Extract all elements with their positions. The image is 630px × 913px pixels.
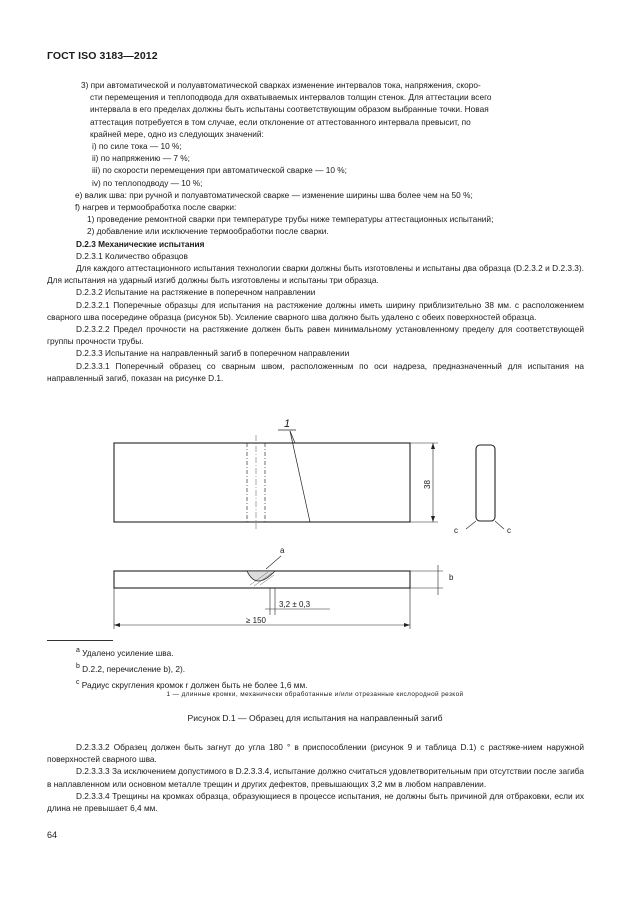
item-3-line: крайней мере, одно из следующих значений: [90, 128, 264, 139]
footnote-text: D.2.2, перечисление b), 2). [82, 663, 186, 674]
item-f: f) нагрев и термообработка после сварки: [75, 202, 237, 213]
label-c: c [454, 526, 458, 535]
sub-item-iv: iv) по теплоподводу — 10 %; [92, 177, 203, 188]
leader-c [495, 521, 504, 529]
footnote-mark: b [76, 662, 80, 670]
footnote-text: Радиус скругления кромок r должен быть не более 1,6 мм. [81, 679, 308, 690]
label-a: a [280, 546, 285, 555]
figure-d1 [100, 405, 540, 635]
paragraph-d2332: D.2.3.3.2 Образец должен быть загнут до угла 180 ° в приспособлении (рисунок 9 и таблица D.1) с растяже-нием наружной поверхностей сварного шва. [47, 742, 584, 765]
label-b: b [449, 573, 454, 582]
label-150: ≥ 150 [246, 616, 266, 625]
paragraph-d2321: D.2.3.2.1 Поперечные образцы для испытания на растяжение должны иметь ширину приблизительно 38 мм. с расположением сварного шва посередине образца (рисунок 5b). Усиление сварного шва должно быть удалено с обеих поверхностей образца. [47, 299, 584, 322]
paragraph-d2322: D.2.3.2.2 Предел прочности на растяжение должен быть равен минимальному установленному пределу для соответствующей группы прочности трубы. [47, 324, 584, 347]
item-3-line: 3) при автоматической и полуавтоматической сварках изменение интервалов тока, напряжения, скоро- [81, 80, 481, 90]
label-c: c [507, 526, 511, 535]
item-f-2: 2) добавление или исключение термообработки после сварки. [87, 226, 329, 237]
label-1: 1 [284, 418, 291, 430]
footnote-mark: a [76, 647, 80, 654]
document-header: ГОСТ ISO 3183—2012 [47, 50, 158, 62]
weld-bead [247, 571, 275, 581]
footnote-mark: c [76, 678, 80, 686]
body-section-2 [47, 741, 584, 814]
item-3-line: аттестация потребуется в том случае, если отклонение от аттестованного интервала превысит, по [90, 116, 471, 127]
footnotes [76, 644, 308, 691]
footnote-text: Удалено усиление шва. [82, 647, 174, 658]
leader-c [466, 521, 476, 529]
section-heading-d23: D.2.3 Механические испытания [76, 238, 205, 249]
item-3 [47, 79, 584, 140]
paragraph-d232: D.2.3.2 Испытание на растяжение в поперечном направлении [76, 287, 316, 298]
figure-caption: Рисунок D.1 — Образец для испытания на направленный загиб [187, 713, 443, 723]
figure-legend: 1 — длинные кромки, механически обработанные и/или отрезанные кислородной резкой [166, 691, 464, 698]
specimen-cross-section [476, 445, 495, 521]
leader-line [290, 431, 310, 522]
label-38: 38 [423, 480, 432, 489]
item-f-1: 1) проведение ремонтной сварки при температуре трубы ниже температуры аттестационных испытаний; [87, 214, 494, 225]
item-e: e) валик шва: при ручной и полуавтоматической сварке — изменение ширины шва более чем на 50 %; [75, 189, 473, 200]
footnote-rule [47, 640, 113, 641]
sub-item-iii: iii) по скорости перемещения при автоматической сварке — 10 %; [92, 165, 347, 176]
sub-item-ii: ii) по напряжению — 7 %; [92, 153, 190, 164]
item-3-line: сти перемещения и теплоподвода для охватываемых интервалов толщин стенок. Для аттестации всего [90, 92, 492, 103]
paragraph-d2333: D.2.3.3.3 За исключением допустимого в D.2.3.3.4, испытание должно считаться удовлетворительным при отсутствии после загиба в наплавленном или основном металле трещин и других дефектов, превышающих 3,2 мм в любом направлении. [47, 766, 584, 789]
footnote-a [76, 644, 308, 660]
footnote-c [76, 676, 308, 692]
paragraph-count: Для каждого аттестационного испытания технологии сварки должны быть изготовлены и испытаны два образца (D.2.3.2 и D.2.3.3). Для испытания на ударный изгиб должны быть изготовлены и испытаны три образца. [47, 263, 584, 286]
paragraph-d2334: D.2.3.3.4 Трещины на кромках образца, образующиеся в процессе испытания, не должны быть причиной для отбраковки, если их длина не превышает 6,4 мм. [47, 790, 584, 814]
leader-a [266, 556, 281, 569]
label-3-2: 3,2 ± 0,3 [279, 600, 311, 609]
specimen-top-view [114, 443, 410, 522]
sub-item-i: i) по силе тока — 10 %; [92, 141, 182, 152]
paragraph-d2331: D.2.3.3.1 Поперечный образец со сварным швом, расположенным по оси надреза, предназначенный для испытания на направленный загиб, показан на рисунке D.1. [47, 360, 584, 383]
body-section-1 [47, 79, 584, 384]
paragraph-d231: D.2.3.1 Количество образцов [76, 250, 188, 261]
paragraph-d233: D.2.3.3 Испытание на направленный загиб в поперечном направлении [76, 348, 350, 359]
footnote-b [76, 660, 308, 676]
item-3-line: интервала в его пределах должны быть испытаны соответствующим образом выбранные точки. Новая [90, 104, 489, 115]
bend-specimen-drawing [100, 405, 540, 635]
page-number: 64 [47, 830, 58, 840]
